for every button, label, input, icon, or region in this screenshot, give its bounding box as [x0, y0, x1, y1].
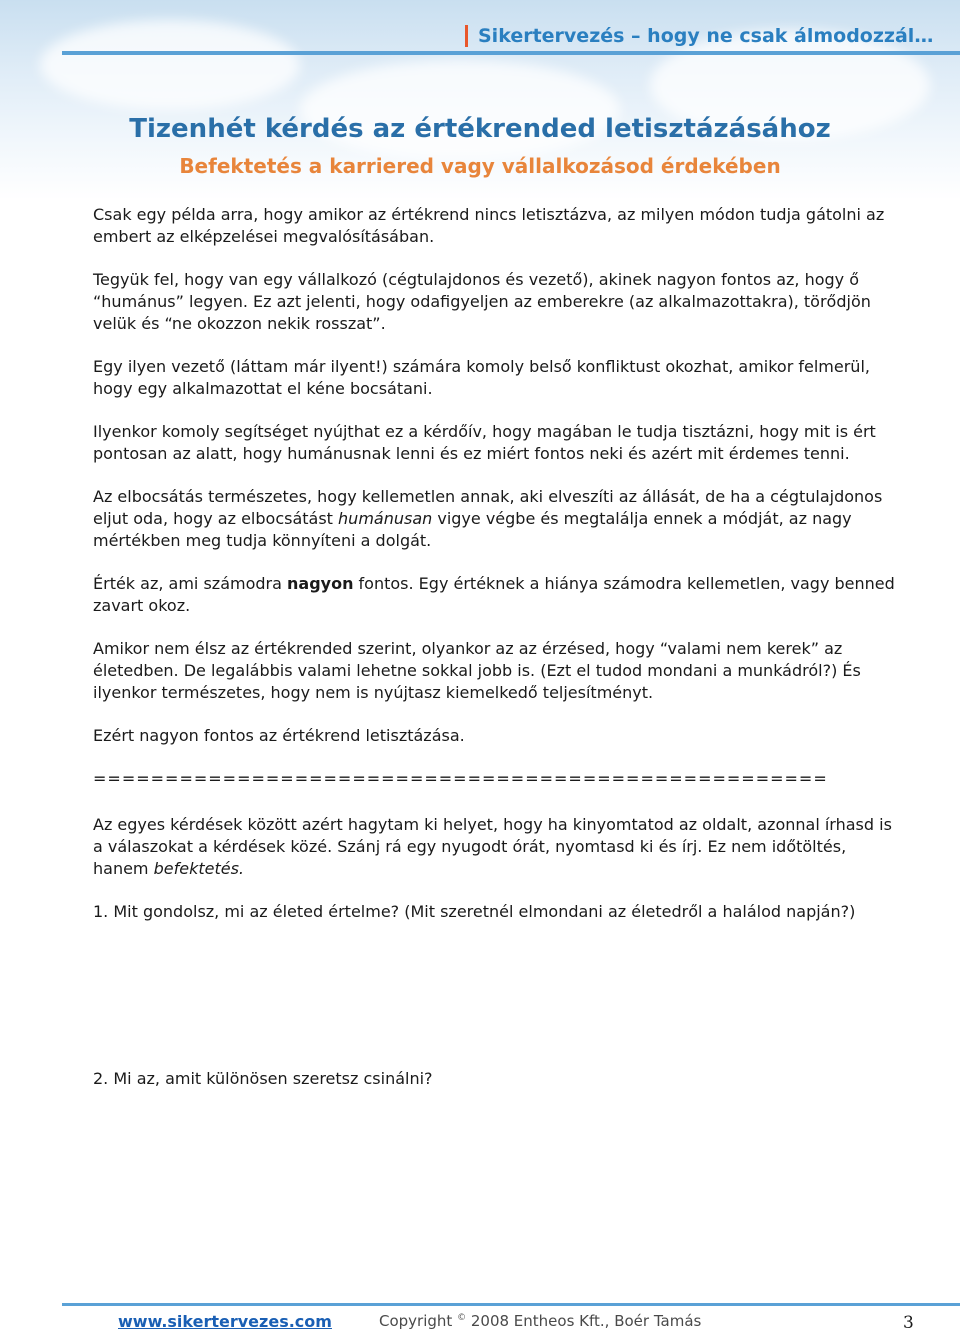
page-header — [465, 22, 933, 50]
paragraph: Az elbocsátás természetes, hogy kellemetlen annak, aki elveszíti az állását, de ha a cégtulajdonos eljut oda, hogy az elbocsátást humánusan vigye végbe és megtalálja ennek a módját, az nagy mértékben meg tudja könnyíteni a dolgát. — [93, 487, 883, 550]
footer-website-link[interactable]: www.sikertervezes.com — [118, 1312, 332, 1331]
bold-text: nagyon — [287, 574, 354, 593]
header-title: Sikertervezés – hogy ne csak álmodozzál… — [478, 25, 934, 47]
document-title: Tizenhét kérdés az értékrended letisztázásához — [129, 114, 831, 144]
paragraph: Egy ilyen vezető (láttam már ilyent!) számára komoly belső konfliktust okozhat, amikor felmerül, hogy egy alkalmazottat el kéne bocsátani. — [93, 357, 870, 398]
page-number: 3 — [903, 1313, 914, 1333]
header-divider — [62, 51, 960, 55]
question-item: 2. Mi az, amit különösen szeretsz csinálni? — [93, 1069, 433, 1088]
document-body — [93, 204, 905, 1111]
answer-space — [93, 944, 905, 1068]
paragraph: Az egyes kérdések között azért hagytam ki helyet, hogy ha kinyomtatod az oldalt, azonnal írhasd is a válaszokat a kérdések közé. Szánj rá egy nyugodt órát, nyomtasd ki és írj. Ez nem időtöltés, hanem befektetés. — [93, 815, 892, 878]
emphasis-text: befektetés. — [153, 859, 245, 878]
footer-copyright: Copyright © 2008 Entheos Kft., Boér Tamás — [379, 1312, 702, 1330]
paragraph: Amikor nem élsz az értékrended szerint, olyankor az az érzésed, hogy “valami nem kerek” az életedben. De legalábbis valami lehetne sokkal jobb is. (Ezt el tudod mondani a munkádról?) És ilyenkor természetes, hogy nem is nyújtasz kiemelkedő teljesítményt. — [93, 639, 861, 702]
document-subtitle: Befektetés a karriered vagy vállalkozásod érdekében — [179, 154, 781, 178]
paragraph: Érték az, ami számodra nagyon fontos. Egy értéknek a hiánya számodra kellemetlen, vagy benned zavart okoz. — [93, 574, 895, 615]
footer-divider — [62, 1303, 960, 1306]
paragraph: Tegyük fel, hogy van egy vállalkozó (cégtulajdonos és vezető), akinek nagyon fontos az, hogy ő “humánus” legyen. Ez azt jelenti, hogy odafigyeljen az emberekre (az alkalmazottakra), törődjön velük és “ne okozzon nekik rosszat”. — [93, 270, 871, 333]
header-accent-mark — [465, 25, 468, 47]
emphasis-text: humánusan — [338, 509, 433, 528]
paragraph: Csak egy példa arra, hogy amikor az értékrend nincs letisztázva, az milyen módon tudja gátolni az embert az elképzelései megvalósításában. — [93, 205, 885, 246]
question-item: 1. Mit gondolsz, mi az életed értelme? (Mit szeretnél elmondani az életedről a halálod napján?) — [93, 902, 856, 921]
paragraph: Ilyenkor komoly segítséget nyújthat ez a kérdőív, hogy magában le tudja tisztázni, hogy mit is ért pontosan az alatt, hogy humánusnak lenni és ez miért fontos neki és azért mit érdemes tenni. — [93, 422, 876, 463]
paragraph: Ezért nagyon fontos az értékrend letisztázása. — [93, 726, 465, 745]
separator-line: =================================================== — [93, 769, 828, 788]
